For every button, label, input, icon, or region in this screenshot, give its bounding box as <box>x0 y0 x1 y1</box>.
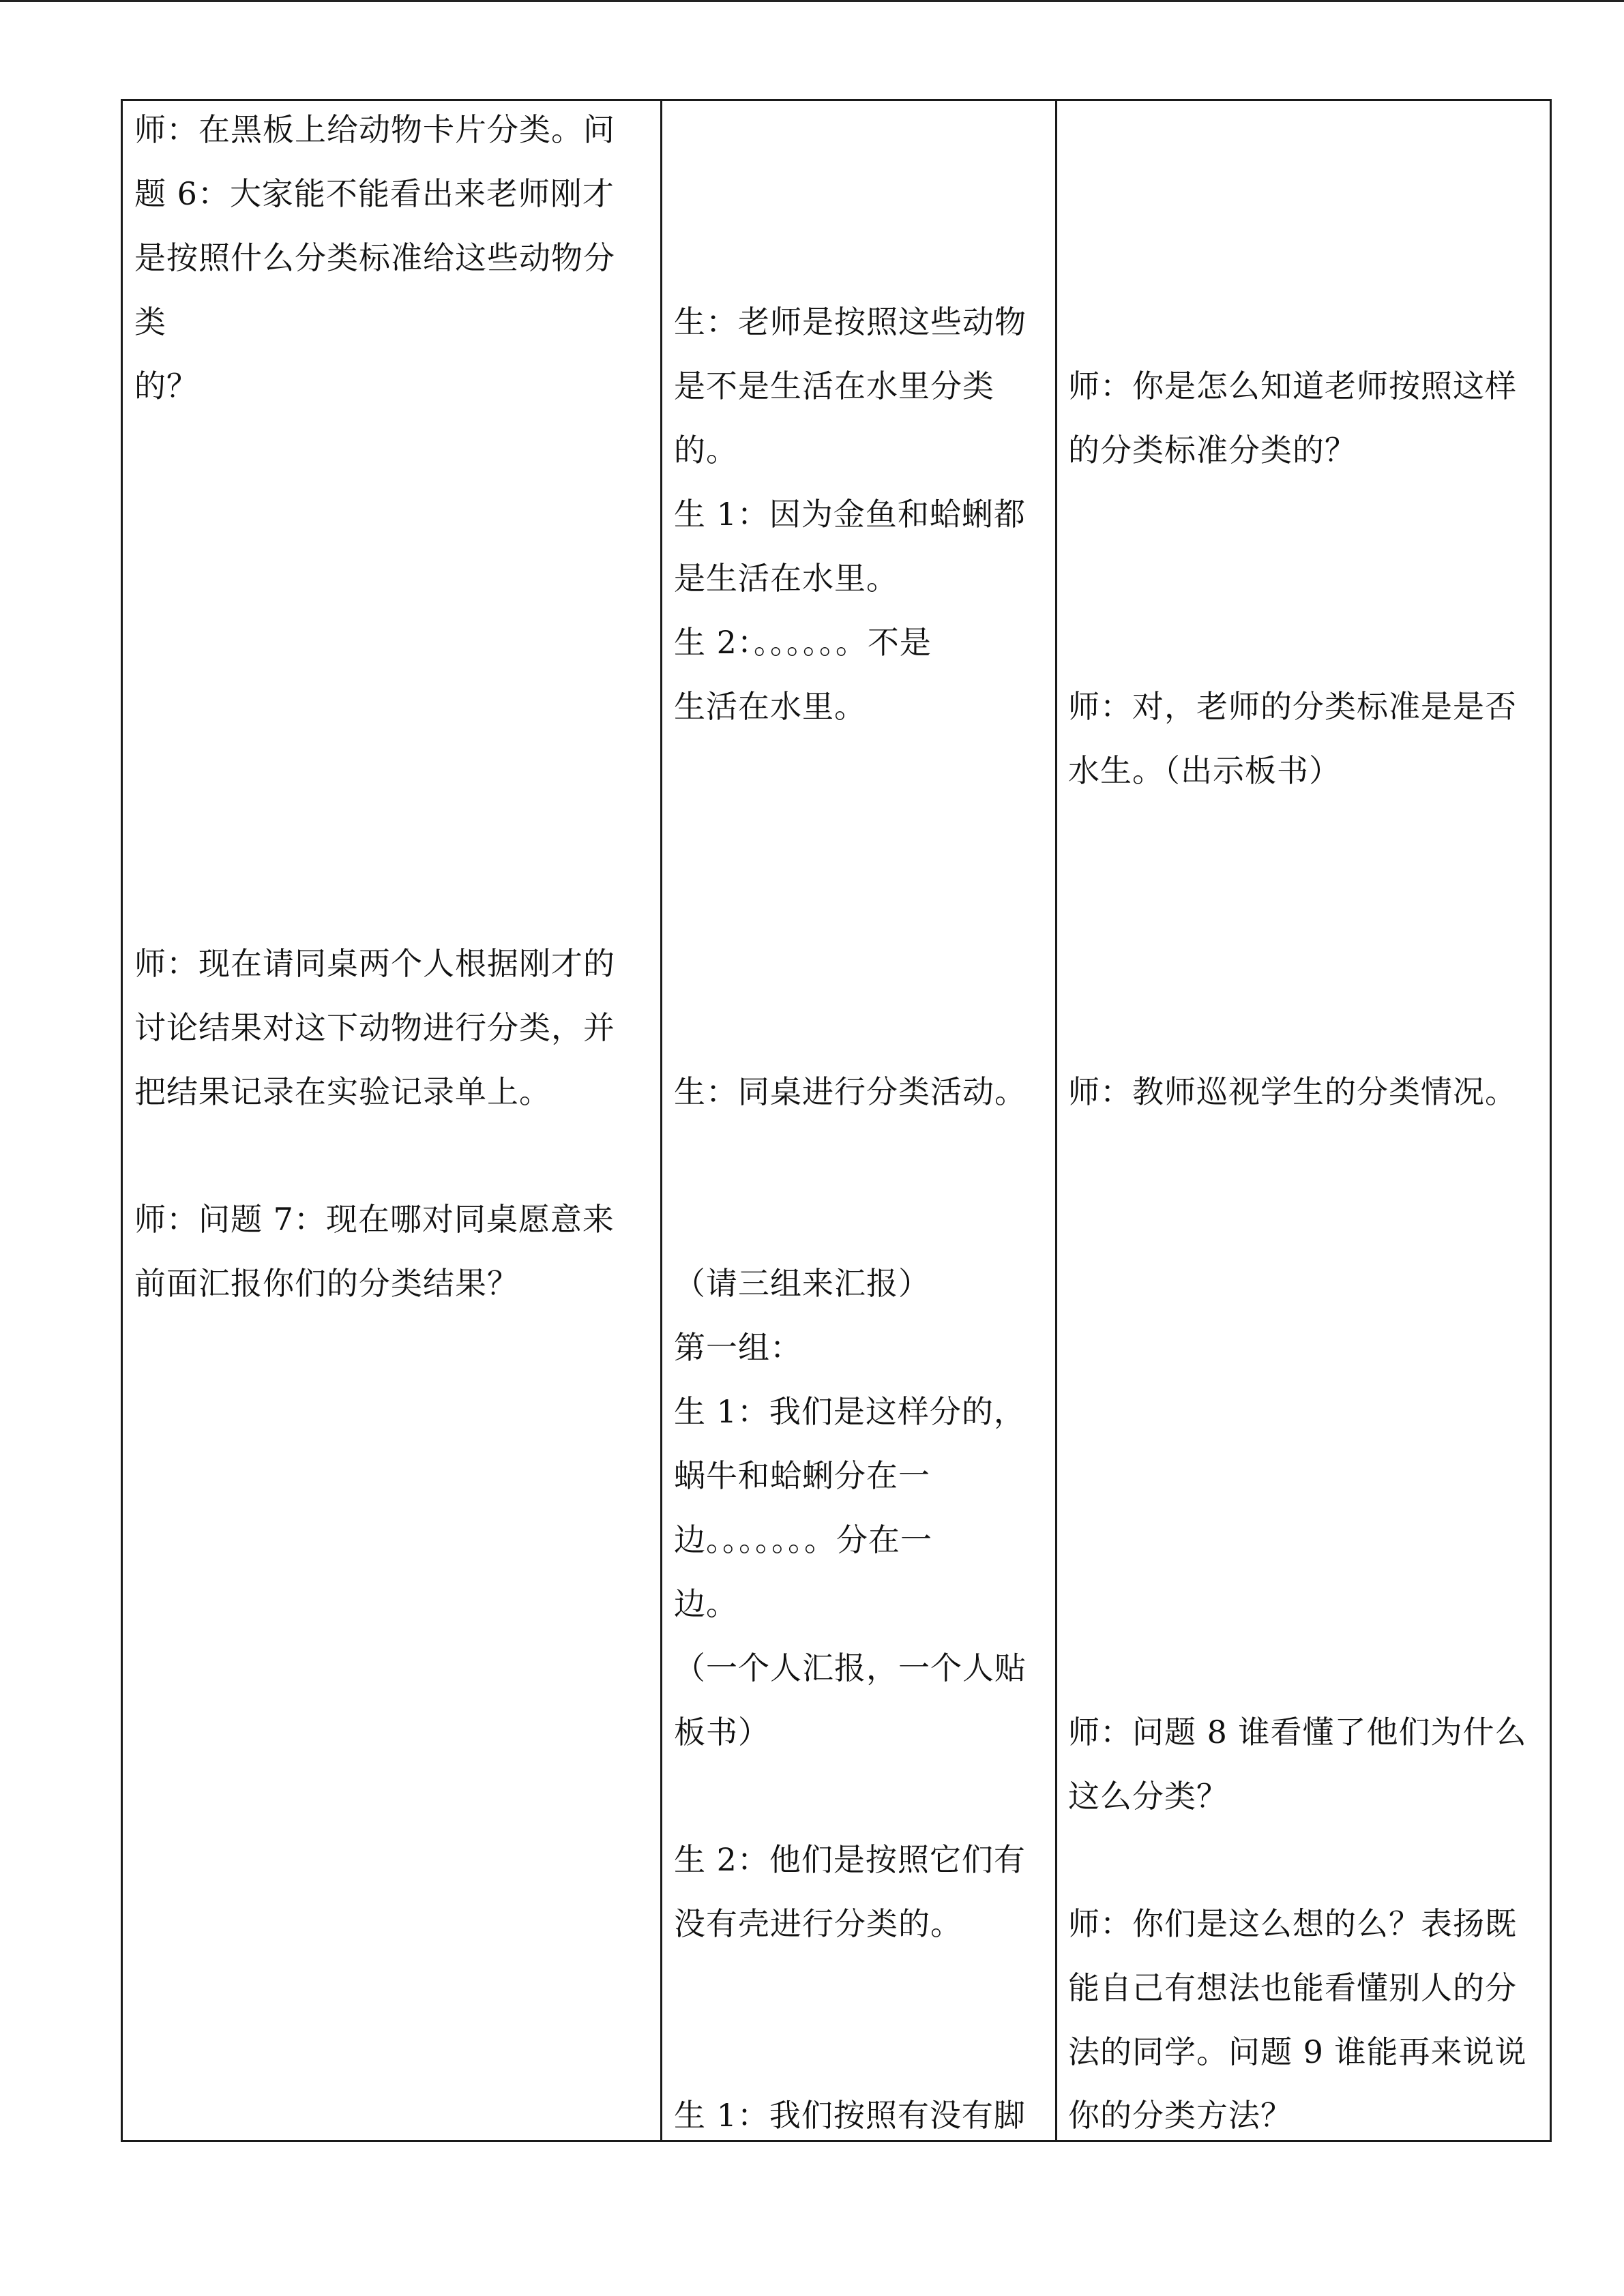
text-line: 你的分类方法？ <box>1068 2097 1293 2134</box>
text-line: 讨论结果对这下动物进行分类，并 <box>134 1009 615 1046</box>
text-line: （一个人汇报，一个人贴 <box>674 1650 1027 1686</box>
text-line: 是不是生活在水里分类 <box>674 368 994 404</box>
text-line: 题 6：大家能不能看出来老师刚才 <box>134 175 615 212</box>
lesson-plan-table <box>121 99 1552 2142</box>
text-line: 的分类标准分类的？ <box>1068 432 1357 468</box>
text-line: 水生。（出示板书） <box>1068 752 1341 789</box>
text-line: 生：老师是按照这些动物 <box>674 303 1027 340</box>
text-line: 板书） <box>674 1714 770 1750</box>
text-line: 生 1：我们按照有没有脚 <box>674 2097 1026 2134</box>
text-line: 把结果记录在实验记录单上。 <box>134 1073 551 1110</box>
text-line: 师：问题 7：现在哪对同桌愿意来 <box>134 1201 615 1238</box>
text-line: 生 2：他们是按照它们有 <box>674 1841 1026 1878</box>
text-line: 没有壳进行分类的。 <box>674 1905 962 1942</box>
text-line: 法的同学。问题 9 谁能再来说说 <box>1068 2033 1527 2070</box>
text-line: 是按照什么分类标准给这些动物分 <box>134 239 615 276</box>
text-line: 能自己有想法也能看懂别人的分 <box>1068 1969 1517 2006</box>
column-divider <box>660 101 662 2140</box>
text-line: 边。 <box>674 1585 738 1622</box>
column-divider <box>1055 101 1057 2140</box>
text-line: 的？ <box>134 368 198 404</box>
text-line: 生 2：。。。。。。不是 <box>674 624 932 661</box>
text-line: 师：对，老师的分类标准是是否 <box>1068 688 1517 725</box>
text-line: 生活在水里。 <box>674 688 866 725</box>
text-line: 这么分类？ <box>1068 1778 1228 1815</box>
teacher-activity-column <box>134 101 653 2140</box>
text-line: 师：问题 8 谁看懂了他们为什么 <box>1068 1714 1527 1750</box>
text-line: 边。。。。。。。分在一 <box>674 1521 932 1558</box>
text-line: 第一组： <box>674 1329 802 1366</box>
text-line: 前面汇报你们的分类结果？ <box>134 1265 519 1302</box>
text-line: 师：教师巡视学生的分类情况。 <box>1068 1073 1517 1110</box>
student-activity-column <box>674 101 1049 2140</box>
text-line: 师：在黑板上给动物卡片分类。问 <box>134 111 615 148</box>
text-line: 蜗牛和蛤蜊分在一 <box>674 1457 930 1494</box>
text-line: 师：现在请同桌两个人根据刚才的 <box>134 945 615 982</box>
text-line: 生：同桌进行分类活动。 <box>674 1073 1027 1110</box>
text-line: 生 1：因为金鱼和蛤蜊都 <box>674 496 1026 533</box>
teacher-notes-column <box>1068 101 1546 2140</box>
text-line: 生 1：我们是这样分的， <box>674 1393 1026 1430</box>
text-line: 师：你们是这么想的么？表扬既 <box>1068 1905 1517 1942</box>
text-line: 类 <box>134 303 166 340</box>
text-line: 是生活在水里。 <box>674 560 898 597</box>
page-top-border <box>0 0 1624 2</box>
text-line: 师：你是怎么知道老师按照这样 <box>1068 368 1517 404</box>
text-line: 的。 <box>674 432 738 468</box>
text-line: （请三组来汇报） <box>674 1265 930 1302</box>
